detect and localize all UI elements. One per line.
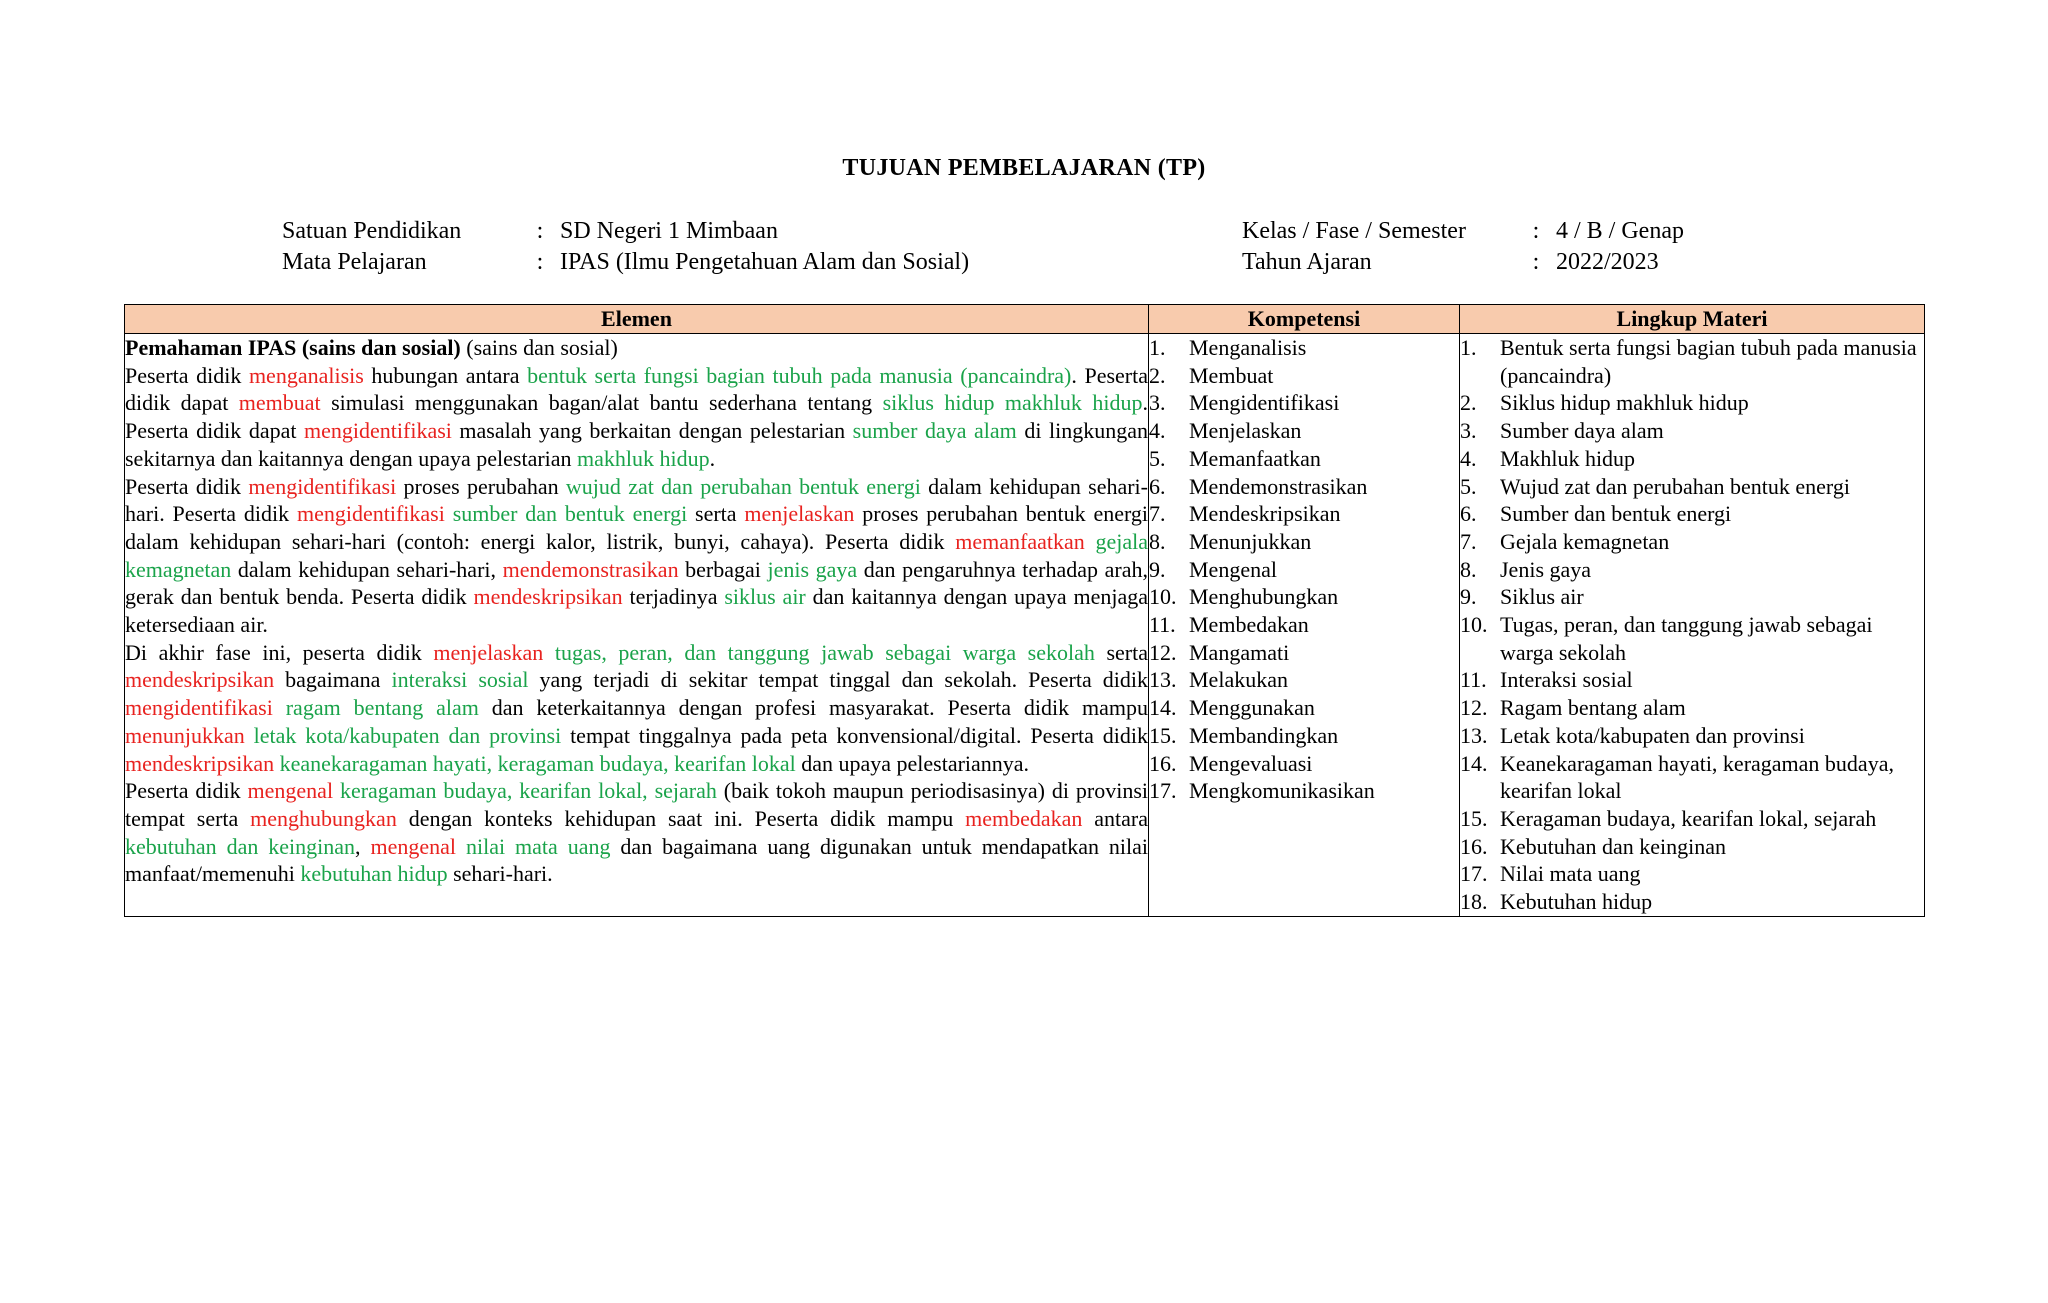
lingkup-materi-item xyxy=(1460,860,1924,888)
kompetensi-item-text: Melakukan xyxy=(1189,667,1288,693)
list-number: 17. xyxy=(1149,778,1177,804)
material-phrase: gejala kemagnetan xyxy=(125,528,1149,582)
material-phrase: kebutuhan dan keinginan xyxy=(125,833,356,859)
lingkup-materi-item-text: Sumber dan bentuk energi xyxy=(1500,501,1732,527)
elemen-text: Peserta didik xyxy=(125,473,249,499)
info-row-satuan xyxy=(282,216,969,247)
lingkup-materi-item-text: Keragaman budaya, kearifan lokal, sejarah xyxy=(1500,805,1877,831)
competency-verb: mengidentifikasi xyxy=(248,473,397,499)
elemen-heading xyxy=(125,334,1148,362)
lingkup-materi-item-text: Letak kota/kabupaten dan provinsi xyxy=(1500,722,1805,748)
elemen-text: Peserta didik xyxy=(125,362,249,388)
competency-verb: mengenal xyxy=(370,833,457,859)
kompetensi-item xyxy=(1149,417,1459,445)
kompetensi-item-text: Mengidentifikasi xyxy=(1189,390,1340,416)
lingkup-materi-item-text: Makhluk hidup xyxy=(1500,445,1636,471)
list-number: 9. xyxy=(1149,556,1166,582)
competency-verb: menjelaskan xyxy=(744,501,855,527)
lingkup-materi-item-text: Siklus air xyxy=(1500,584,1584,610)
elemen-text: dalam kehidupan sehari-hari. Peserta didik xyxy=(125,473,1148,527)
material-phrase: tugas, peran, dan tanggung jawab sebagai warga sekolah xyxy=(554,639,1095,665)
list-number: 14. xyxy=(1149,695,1177,721)
competency-verb: mengidentifikasi xyxy=(296,501,445,527)
elemen-text xyxy=(1085,529,1096,554)
lingkup-materi-item xyxy=(1460,556,1924,584)
elemen-text: yang terjadi di sekitar tempat tinggal dan sekolah. Peserta didik xyxy=(528,667,1148,693)
satuan-label: Satuan Pendidikan xyxy=(282,218,462,244)
elemen-text: dengan konteks kehidupan saat ini. Peserta didik mampu xyxy=(396,805,966,831)
elemen-text: . xyxy=(709,445,716,471)
material-phrase: interaksi sosial xyxy=(391,667,529,693)
list-number: 8. xyxy=(1460,556,1477,582)
material-phrase: siklus hidup makhluk hidup xyxy=(882,390,1143,416)
lingkup-materi-item-text: Gejala kemagnetan xyxy=(1500,528,1670,554)
elemen-text xyxy=(333,778,340,803)
list-number: 3. xyxy=(1149,390,1166,416)
lingkup-materi-list xyxy=(1460,334,1924,916)
list-number: 15. xyxy=(1460,805,1488,831)
elemen-text: dan keterkaitannya dengan profesi masyarakat. Peserta didik mampu xyxy=(478,695,1148,721)
competency-verb: mengidentifikasi xyxy=(304,418,452,444)
elemen-paragraph xyxy=(125,777,1148,888)
lingkup-materi-item xyxy=(1460,888,1924,916)
list-number: 4. xyxy=(1460,445,1477,471)
list-number: 13. xyxy=(1149,667,1177,693)
material-phrase: sumber dan bentuk energi xyxy=(452,501,688,527)
lingkup-materi-item-text: Wujud zat dan perubahan bentuk energi xyxy=(1500,473,1850,499)
kompetensi-item xyxy=(1149,750,1459,778)
elemen-text xyxy=(273,695,286,720)
elemen-text: , xyxy=(355,833,371,859)
lingkup-materi-item xyxy=(1460,805,1924,833)
lingkup-materi-item xyxy=(1460,666,1924,694)
lingkup-materi-item xyxy=(1460,611,1924,666)
elemen-text: serta xyxy=(687,501,745,527)
list-number: 11. xyxy=(1460,667,1487,693)
material-phrase: nilai mata uang xyxy=(465,833,611,859)
lingkup-materi-cell xyxy=(1460,334,1925,917)
header-lingkup-materi: Lingkup Materi xyxy=(1460,305,1925,334)
kompetensi-item xyxy=(1149,611,1459,639)
list-number: 5. xyxy=(1149,445,1166,471)
kompetensi-item-text: Menjelaskan xyxy=(1189,418,1302,444)
list-number: 7. xyxy=(1149,501,1166,527)
lingkup-materi-item-text: Kebutuhan dan keinginan xyxy=(1500,833,1727,859)
list-number: 7. xyxy=(1460,528,1477,554)
lingkup-materi-item-text: Jenis gaya xyxy=(1500,556,1592,582)
list-number: 9. xyxy=(1460,584,1477,610)
material-phrase: letak kota/kabupaten dan provinsi xyxy=(253,722,562,748)
elemen-paragraph xyxy=(125,639,1148,778)
competency-verb: menghubungkan xyxy=(250,805,397,831)
kompetensi-item-text: Mendemonstrasikan xyxy=(1189,473,1368,499)
info-row-tahun xyxy=(1242,247,1684,278)
lingkup-materi-item-text: Siklus hidup makhluk hidup xyxy=(1500,390,1749,416)
kompetensi-item xyxy=(1149,389,1459,417)
list-number: 2. xyxy=(1460,390,1477,416)
competency-verb: mendemonstrasikan xyxy=(502,556,679,582)
elemen-text: dan pengaruhnya terhadap arah, gerak dan bentuk benda. Peserta didik xyxy=(125,556,1148,610)
elemen-text: dan bagaimana uang digunakan untuk mendapatkan nilai manfaat/memenuhi xyxy=(125,833,1149,887)
elemen-text: proses perubahan bentuk energi dalam kehidupan sehari-hari (contoh: energi kalor, listrik, bunyi, cahaya). Peserta didik xyxy=(125,501,1149,554)
competency-verb: memanfaatkan xyxy=(955,528,1085,554)
lingkup-materi-item-text: Bentuk serta fungsi bagian tubuh pada manusia (pancaindra) xyxy=(1500,335,1917,388)
elemen-text: berbagai xyxy=(678,556,768,582)
material-phrase: wujud zat dan perubahan bentuk energi xyxy=(565,473,921,499)
elemen-title: Pemahaman IPAS (sains dan sosial) xyxy=(125,335,461,360)
kompetensi-item-text: Mengenal xyxy=(1189,556,1277,582)
mapel-label: Mata Pelajaran xyxy=(282,249,427,275)
colon: : xyxy=(1532,249,1540,275)
kompetensi-item-text: Mengkomunikasikan xyxy=(1189,778,1375,804)
lingkup-materi-item xyxy=(1460,445,1924,473)
list-number: 2. xyxy=(1149,362,1166,388)
material-phrase: bentuk serta fungsi bagian tubuh pada manusia (pancaindra) xyxy=(527,362,1072,388)
kelas-value: 4 / B / Genap xyxy=(1556,218,1684,244)
kompetensi-item xyxy=(1149,500,1459,528)
kompetensi-item-text: Memanfaatkan xyxy=(1189,445,1321,471)
info-left xyxy=(282,216,969,278)
tahun-value: 2022/2023 xyxy=(1556,249,1659,275)
info-right xyxy=(1242,216,1684,278)
competency-verb: menganalisis xyxy=(248,362,364,388)
lingkup-materi-item-text: Nilai mata uang xyxy=(1500,861,1641,887)
kompetensi-item xyxy=(1149,639,1459,667)
list-number: 17. xyxy=(1460,861,1488,887)
mapel-value: IPAS (Ilmu Pengetahuan Alam dan Sosial) xyxy=(560,249,970,275)
elemen-text xyxy=(445,501,453,526)
competency-verb: mendeskripsikan xyxy=(473,584,623,610)
kompetensi-item-text: Membandingkan xyxy=(1189,722,1339,748)
lingkup-materi-item-text: Ragam bentang alam xyxy=(1500,695,1686,721)
elemen-text: . Peserta didik dapat xyxy=(125,362,1149,416)
elemen-text: sehari-hari. xyxy=(447,861,553,887)
kompetensi-item xyxy=(1149,583,1459,611)
list-number: 10. xyxy=(1460,612,1488,638)
header-elemen: Elemen xyxy=(125,305,1149,334)
list-number: 11. xyxy=(1149,612,1176,638)
lingkup-materi-item-text: Interaksi sosial xyxy=(1500,667,1633,693)
list-number: 18. xyxy=(1460,889,1488,915)
table-header-row xyxy=(125,305,1925,334)
lingkup-materi-item xyxy=(1460,833,1924,861)
elemen-paragraph xyxy=(125,362,1148,473)
kompetensi-item xyxy=(1149,473,1459,501)
list-number: 14. xyxy=(1460,750,1488,776)
elemen-text: Peserta didik xyxy=(125,778,248,804)
list-number: 8. xyxy=(1149,528,1166,554)
kompetensi-item-text: Menunjukkan xyxy=(1189,528,1312,554)
elemen-text: terjadinya xyxy=(622,584,725,610)
elemen-text: antara xyxy=(1082,805,1148,831)
kompetensi-item xyxy=(1149,528,1459,556)
kompetensi-item xyxy=(1149,666,1459,694)
kompetensi-item xyxy=(1149,722,1459,750)
list-number: 3. xyxy=(1460,418,1477,444)
elemen-text: dalam kehidupan sehari-hari, xyxy=(231,556,503,582)
material-phrase: sumber daya alam xyxy=(852,418,1017,444)
competency-verb: membuat xyxy=(238,390,321,416)
competency-verb: mengenal xyxy=(247,778,334,804)
list-number: 1. xyxy=(1460,335,1477,360)
kompetensi-item-text: Menggunakan xyxy=(1189,695,1315,721)
elemen-text: (baik tokoh maupun periodisasinya) di provinsi tempat serta xyxy=(125,778,1149,831)
kompetensi-item-text: Menganalisis xyxy=(1189,335,1307,360)
elemen-text: dan upaya pelestariannya. xyxy=(795,750,1030,776)
kompetensi-item xyxy=(1149,556,1459,584)
page-title: TUJUAN PEMBELAJARAN (TP) xyxy=(842,155,1206,181)
colon: : xyxy=(536,249,544,275)
tp-table xyxy=(124,304,1925,917)
lingkup-materi-item xyxy=(1460,750,1924,805)
list-number: 1. xyxy=(1149,335,1166,360)
list-number: 12. xyxy=(1149,639,1177,665)
kompetensi-list xyxy=(1149,334,1459,805)
elemen-paragraph xyxy=(125,473,1148,639)
elemen-text: proses perubahan xyxy=(396,473,566,499)
competency-verb: mengidentifikasi xyxy=(125,695,273,721)
elemen-body xyxy=(125,362,1148,888)
elemen-text: simulasi menggunakan bagan/alat bantu sederhana tentang xyxy=(320,390,883,416)
list-number: 16. xyxy=(1460,833,1488,859)
kompetensi-item-text: Mendeskripsikan xyxy=(1189,501,1341,527)
material-phrase: keragaman budaya, kearifan lokal, sejarah xyxy=(339,778,717,804)
lingkup-materi-item xyxy=(1460,500,1924,528)
kompetensi-item xyxy=(1149,445,1459,473)
elemen-text: masalah yang berkaitan dengan pelestarian xyxy=(451,418,853,444)
elemen-text: Di akhir fase ini, peserta didik xyxy=(125,639,434,665)
competency-verb: menunjukkan xyxy=(125,722,245,748)
list-number: 16. xyxy=(1149,750,1177,776)
lingkup-materi-item xyxy=(1460,528,1924,556)
kompetensi-item-text: Mangamati xyxy=(1189,639,1290,665)
lingkup-materi-item xyxy=(1460,694,1924,722)
table-row xyxy=(125,334,1925,917)
material-phrase: kebutuhan hidup xyxy=(300,861,448,887)
list-number: 4. xyxy=(1149,418,1166,444)
kompetensi-item-text: Menghubungkan xyxy=(1189,584,1339,610)
kompetensi-item xyxy=(1149,362,1459,390)
lingkup-materi-item xyxy=(1460,389,1924,417)
competency-verb: mendeskripsikan xyxy=(125,750,275,776)
elemen-cell xyxy=(125,334,1149,917)
colon: : xyxy=(536,218,544,244)
kompetensi-item-text: Membedakan xyxy=(1189,612,1309,638)
material-phrase: keanekaragaman hayati, keragaman budaya, kearifan lokal xyxy=(279,750,796,776)
satuan-value: SD Negeri 1 Mimbaan xyxy=(560,218,778,244)
elemen-text: hubungan antara xyxy=(363,362,528,388)
lingkup-materi-item xyxy=(1460,334,1924,389)
lingkup-materi-item xyxy=(1460,722,1924,750)
kompetensi-item-text: Membuat xyxy=(1189,362,1274,388)
kompetensi-item xyxy=(1149,694,1459,722)
lingkup-materi-item xyxy=(1460,473,1924,501)
competency-verb: mendeskripsikan xyxy=(125,667,275,693)
material-phrase: jenis gaya xyxy=(767,556,858,582)
material-phrase: siklus air xyxy=(724,584,806,610)
list-number: 12. xyxy=(1460,695,1488,721)
elemen-text: bagaimana xyxy=(274,667,392,693)
lingkup-materi-item-text: Sumber daya alam xyxy=(1500,418,1664,444)
info-row-mapel xyxy=(282,247,969,278)
list-number: 5. xyxy=(1460,473,1477,499)
header-kompetensi: Kompetensi xyxy=(1149,305,1460,334)
kelas-label: Kelas / Fase / Semester xyxy=(1242,218,1466,244)
elemen-text xyxy=(456,834,466,859)
elemen-title-suffix: (sains dan sosial) xyxy=(460,335,618,360)
elemen-text xyxy=(543,640,555,665)
elemen-text: dan kaitannya dengan upaya menjaga ketersediaan air. xyxy=(125,584,1148,638)
colon: : xyxy=(1532,218,1540,244)
lingkup-materi-item xyxy=(1460,417,1924,445)
list-number: 13. xyxy=(1460,722,1488,748)
list-number: 6. xyxy=(1149,473,1166,499)
material-phrase: ragam bentang alam xyxy=(285,695,479,721)
elemen-text: tempat tinggalnya pada peta konvensional/digital. Peserta didik xyxy=(561,722,1148,748)
material-phrase: makhluk hidup xyxy=(577,445,710,471)
elemen-text: . Peserta didik dapat xyxy=(125,390,1148,444)
lingkup-materi-item xyxy=(1460,583,1924,611)
kompetensi-item-text: Mengevaluasi xyxy=(1189,750,1313,776)
list-number: 10. xyxy=(1149,584,1177,610)
lingkup-materi-item-text: Keanekaragaman hayati, keragaman budaya, kearifan lokal xyxy=(1500,750,1894,804)
competency-verb: membedakan xyxy=(965,805,1083,831)
kompetensi-item xyxy=(1149,777,1459,805)
lingkup-materi-item-text: Tugas, peran, dan tanggung jawab sebagai warga sekolah xyxy=(1500,612,1873,665)
info-row-kelas xyxy=(1242,216,1684,247)
kompetensi-cell xyxy=(1149,334,1460,917)
list-number: 15. xyxy=(1149,722,1177,748)
list-number: 6. xyxy=(1460,501,1477,527)
elemen-text xyxy=(245,723,254,748)
tahun-label: Tahun Ajaran xyxy=(1242,249,1372,275)
elemen-text: di lingkungan sekitarnya dan kaitannya dengan upaya pelestarian xyxy=(125,418,1148,471)
competency-verb: menjelaskan xyxy=(433,639,544,665)
elemen-text: serta xyxy=(1094,639,1148,665)
kompetensi-item xyxy=(1149,334,1459,362)
lingkup-materi-item-text: Kebutuhan hidup xyxy=(1500,889,1653,915)
